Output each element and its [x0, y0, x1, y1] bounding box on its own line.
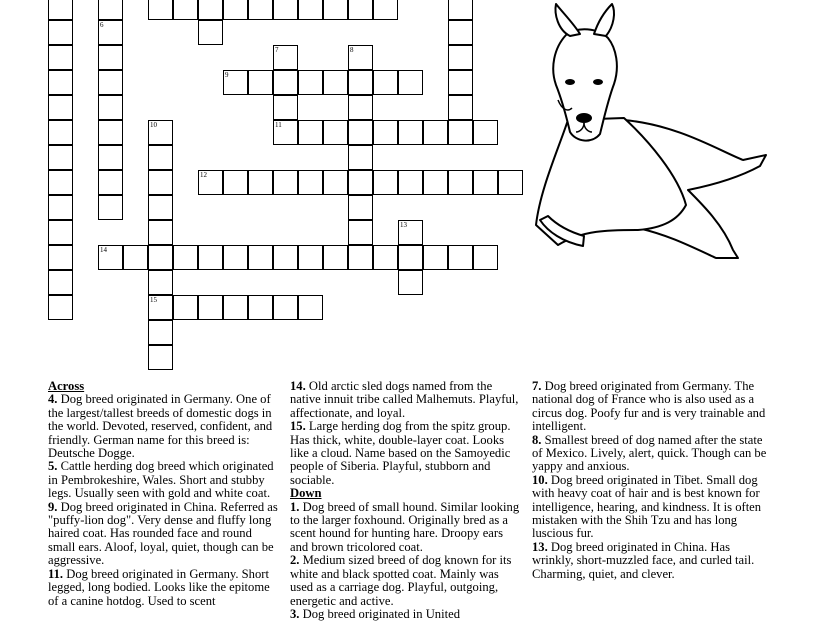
clue-down-3: 3. Dog breed originated in United — [290, 606, 460, 621]
grid-cell[interactable] — [48, 270, 73, 295]
grid-cell[interactable] — [148, 245, 173, 270]
clue-down-7: 7. Dog breed originated from Germany. The national dog of France who is also used as a circus dog. Poofy fur and is very trainable and intelligent. — [532, 379, 766, 434]
grid-cell[interactable] — [223, 245, 248, 270]
clue-across-15: 15. Large herding dog from the spitz group. Has thick, white, double-layer coat. Looks like a cloud. Name based on the Samoyedic people of Siberia. Playful, stubborn and sociable. — [290, 419, 511, 487]
grid-cell[interactable] — [198, 0, 223, 20]
clue-number-10: 10 — [150, 121, 157, 129]
grid-cell[interactable] — [48, 95, 73, 120]
grid-cell[interactable] — [98, 145, 123, 170]
grid-cell[interactable] — [248, 0, 273, 20]
grid-cell[interactable] — [373, 0, 398, 20]
grid-cell[interactable] — [423, 245, 448, 270]
grid-cell[interactable] — [348, 95, 373, 120]
clue-number-7: 7 — [275, 46, 279, 54]
grid-cell[interactable] — [348, 170, 373, 195]
grid-cell[interactable] — [323, 120, 348, 145]
grid-cell[interactable] — [298, 70, 323, 95]
clue-across-4: 4. Dog breed originated in Germany. One of the largest/tallest breeds of domestic dogs in the world. Devoted, reserved, confident, and friendly. German name for this breed is: Deutsche Dogge. — [48, 392, 273, 461]
grid-cell[interactable] — [473, 245, 498, 270]
clue-number-13: 13 — [400, 221, 407, 229]
grid-cell[interactable] — [273, 70, 298, 95]
grid-cell[interactable] — [448, 170, 473, 195]
clues-column-3 — [532, 380, 768, 581]
grid-cell[interactable] — [48, 295, 73, 320]
grid-cell[interactable] — [298, 120, 323, 145]
grid-cell[interactable] — [348, 0, 373, 20]
grid-cell[interactable] — [273, 295, 298, 320]
grid-cell[interactable] — [323, 170, 348, 195]
grid-cell[interactable] — [373, 170, 398, 195]
grid-cell[interactable] — [48, 195, 73, 220]
grid-cell[interactable] — [323, 0, 348, 20]
grid-cell[interactable] — [248, 295, 273, 320]
down-header: Down — [290, 486, 322, 501]
grid-cell[interactable] — [373, 245, 398, 270]
grid-cell[interactable] — [323, 70, 348, 95]
grid-cell[interactable] — [348, 220, 373, 245]
grid-cell[interactable] — [48, 70, 73, 95]
grid-cell[interactable] — [273, 0, 298, 20]
grid-cell[interactable] — [98, 70, 123, 95]
grid-cell[interactable] — [48, 20, 73, 45]
grid-cell[interactable] — [498, 170, 523, 195]
grid-cell[interactable] — [48, 245, 73, 270]
clue-across-11: 11. Dog breed originated in Germany. Short legged, long bodied. Looks like the epitome of a canine hotdog. Used to scent — [48, 566, 270, 608]
grid-cell[interactable] — [148, 345, 173, 370]
clue-down-13: 13. Dog breed originated in China. Has wrinkly, short-muzzled face, and curled tail. Charming, quiet, and clever. — [532, 539, 755, 581]
grid-cell[interactable] — [423, 120, 448, 145]
grid-cell[interactable] — [148, 0, 173, 20]
clue-across-9: 9. Dog breed originated in China. Referred as "puffy-lion dog". Very dense and fluffy long haired coat. Has rounded face and round small ears. Aloof, loyal, quiet, though can be aggressive. — [48, 499, 278, 568]
grid-cell[interactable] — [398, 70, 423, 95]
grid-cell[interactable] — [398, 170, 423, 195]
clues-column-1 — [48, 380, 280, 608]
grid-cell[interactable] — [48, 120, 73, 145]
grid-cell[interactable] — [148, 270, 173, 295]
grid-cell[interactable] — [348, 145, 373, 170]
clue-down-10: 10. Dog breed originated in Tibet. Small dog with heavy coat of hair and is best known for intelligence, hearing, and kindness. It is often mistaken with the Shih Tzu and has long luscious fur. — [532, 472, 762, 541]
grid-cell[interactable] — [198, 295, 223, 320]
grid-cell[interactable] — [248, 245, 273, 270]
clue-number-11: 11 — [275, 121, 282, 129]
clue-number-8: 8 — [350, 46, 354, 54]
grid-cell[interactable] — [348, 70, 373, 95]
grid-cell[interactable] — [148, 220, 173, 245]
grid-cell[interactable] — [273, 170, 298, 195]
grid-cell[interactable] — [48, 145, 73, 170]
grid-cell[interactable] — [48, 220, 73, 245]
grid-cell[interactable] — [98, 170, 123, 195]
grid-cell[interactable] — [98, 120, 123, 145]
grid-cell[interactable] — [98, 0, 123, 20]
grid-cell[interactable] — [223, 0, 248, 20]
grid-cell[interactable] — [323, 245, 348, 270]
grid-cell[interactable] — [448, 45, 473, 70]
dog-illustration — [528, 0, 778, 270]
grid-cell[interactable] — [298, 245, 323, 270]
grid-cell[interactable] — [248, 70, 273, 95]
clues-column-2 — [290, 380, 524, 621]
grid-cell[interactable] — [48, 45, 73, 70]
grid-cell[interactable] — [173, 245, 198, 270]
grid-cell[interactable] — [448, 120, 473, 145]
grid-cell[interactable] — [273, 95, 298, 120]
grid-cell[interactable] — [148, 195, 173, 220]
grid-cell[interactable] — [398, 245, 423, 270]
grid-cell[interactable] — [173, 295, 198, 320]
grid-cell[interactable] — [98, 45, 123, 70]
grid-cell[interactable] — [473, 120, 498, 145]
clue-number-9: 9 — [225, 71, 229, 79]
grid-cell[interactable] — [148, 145, 173, 170]
grid-cell[interactable] — [373, 120, 398, 145]
clue-number-14: 14 — [100, 246, 107, 254]
grid-cell[interactable] — [48, 170, 73, 195]
grid-cell[interactable] — [448, 20, 473, 45]
grid-cell[interactable] — [348, 120, 373, 145]
grid-cell[interactable] — [398, 270, 423, 295]
grid-cell[interactable] — [348, 195, 373, 220]
grid-cell[interactable] — [448, 95, 473, 120]
grid-cell[interactable] — [48, 0, 73, 20]
grid-cell[interactable] — [148, 320, 173, 345]
clue-number-15: 15 — [150, 296, 157, 304]
grid-cell[interactable] — [148, 170, 173, 195]
grid-cell[interactable] — [298, 0, 323, 20]
grid-cell[interactable] — [98, 95, 123, 120]
grid-cell[interactable] — [198, 245, 223, 270]
clue-down-8: 8. Smallest breed of dog named after the state of Mexico. Lively, alert, quick. Though can be yappy and anxious. — [532, 432, 767, 474]
clue-down-2: 2. Medium sized breed of dog known for its white and black spotted coat. Mainly was used as a carriage dog. Playful, outgoing, energetic and active. — [290, 553, 512, 608]
clue-down-1: 1. Dog breed of small hound. Similar looking to the larger foxhound. Originally bred as a scent hound for hunting hare. Droopy ears and brown tricolored coat. — [290, 499, 520, 554]
grid-cell[interactable] — [98, 195, 123, 220]
grid-cell[interactable] — [448, 0, 473, 20]
grid-cell[interactable] — [298, 170, 323, 195]
across-header: Across — [48, 379, 85, 393]
grid-cell[interactable] — [423, 170, 448, 195]
clue-number-12: 12 — [200, 171, 207, 179]
clue-across-14: 14. Old arctic sled dogs named from the native innuit tribe called Malhemuts. Playful, affectionate, and loyal. — [290, 379, 519, 420]
grid-cell[interactable] — [173, 0, 198, 20]
grid-cell[interactable] — [298, 295, 323, 320]
grid-cell[interactable] — [348, 245, 373, 270]
clue-across-5: 5. Cattle herding dog breed which originated in Pembrokeshire, Wales. Short and stubby legs. Usually seen with gold and white coat. — [48, 459, 274, 501]
grid-cell[interactable] — [473, 170, 498, 195]
clue-number-6: 6 — [100, 21, 104, 29]
grid-cell[interactable] — [373, 70, 398, 95]
grid-cell[interactable] — [273, 245, 298, 270]
grid-cell[interactable] — [398, 120, 423, 145]
grid-cell[interactable] — [248, 170, 273, 195]
grid-cell[interactable] — [223, 295, 248, 320]
grid-cell[interactable] — [123, 245, 148, 270]
grid-cell[interactable] — [198, 20, 223, 45]
grid-cell[interactable] — [223, 170, 248, 195]
grid-cell[interactable] — [448, 70, 473, 95]
grid-cell[interactable] — [448, 245, 473, 270]
